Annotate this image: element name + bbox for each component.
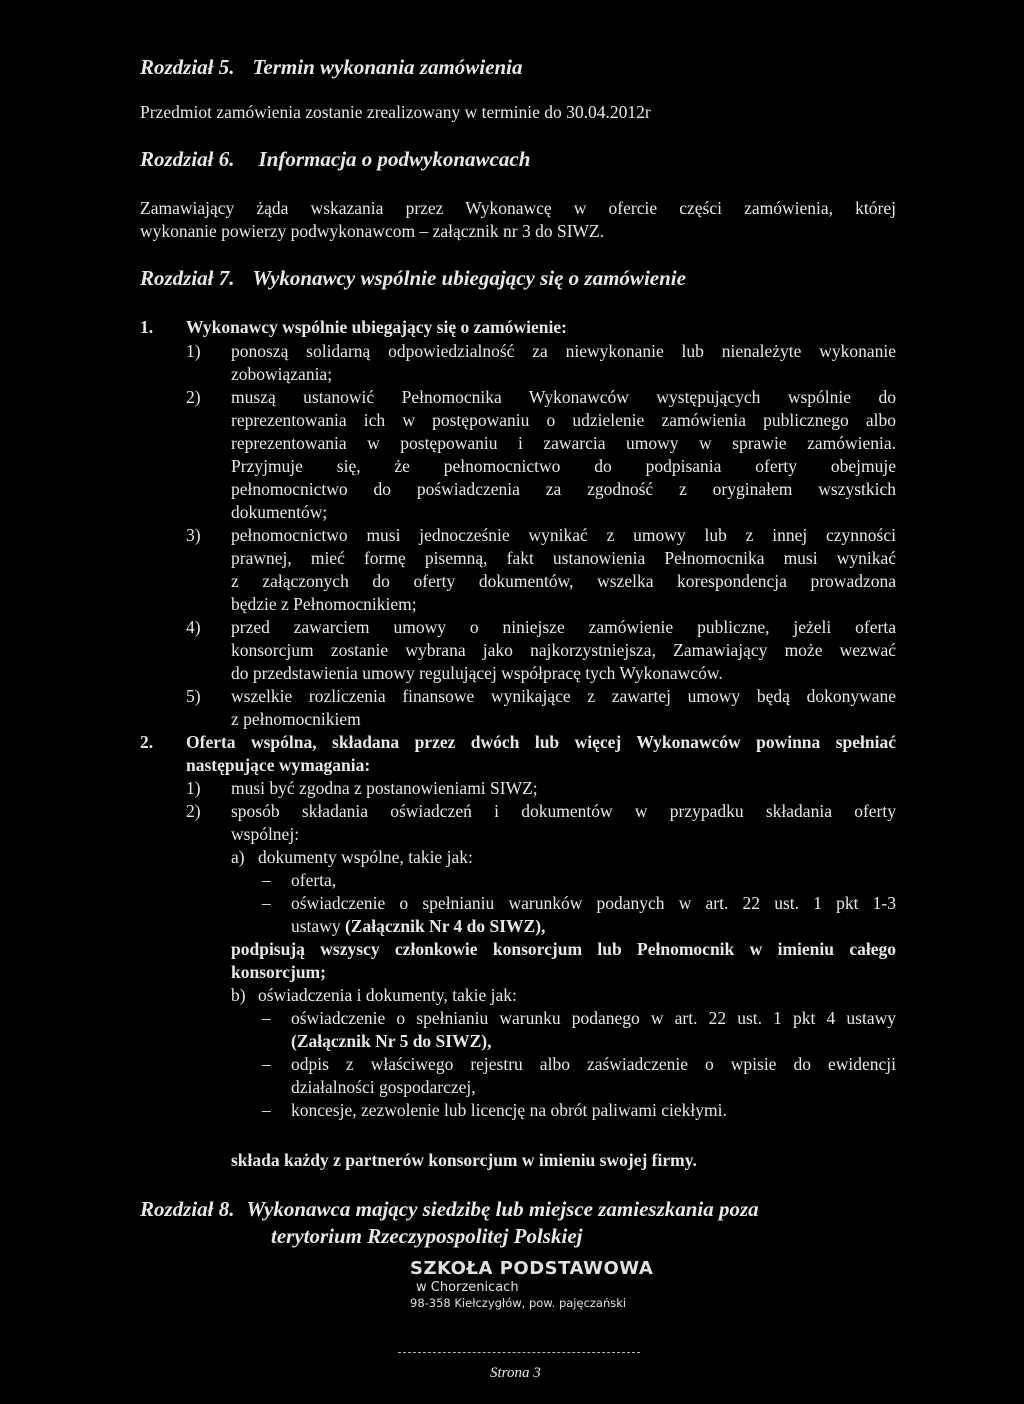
- item-3-line3: z załączonych do oferty dokumentów, wszelka korespondencja prowadzona: [231, 571, 896, 591]
- sub-b-item-2-line2: działalności gospodarczej,: [291, 1077, 476, 1097]
- chapter-6-line2: wykonanie powierzy podwykonawcom – załącznik nr 3 do SIWZ.: [140, 221, 605, 241]
- point-2-line1: Oferta wspólna, składana przez dwóch lub więcej Wykonawców powinna spełniać: [186, 732, 896, 752]
- sub-a-item-2-line2: ustawy (Załącznik Nr 4 do SIWZ),: [291, 916, 546, 936]
- dash-bullet: –: [262, 870, 271, 890]
- item-1-line1: ponoszą solidarną odpowiedzialność za niewykonanie lub nienależyte wykonanie: [231, 341, 896, 361]
- chapter-7-heading: Rozdział 7. Wykonawcy wspólnie ubiegający się o zamówienie: [140, 266, 686, 290]
- item-5-number: 5): [186, 686, 201, 706]
- item-2-line1: muszą ustanowić Pełnomocnika Wykonawców występujących wspólnie do: [231, 387, 896, 407]
- req-1-number: 1): [186, 778, 201, 798]
- chapter-6-title: Informacja o podwykonawcach: [258, 147, 531, 171]
- point-1-title: Wykonawcy wspólnie ubiegający się o zamówienie:: [186, 317, 567, 337]
- item-3-line1: pełnomocnictwo musi jednocześnie wynikać z umowy lub z innej czynności: [231, 525, 896, 545]
- sub-a-text: dokumenty wspólne, takie jak:: [258, 847, 473, 867]
- sign-2: składa każdy z partnerów konsorcjum w imieniu swojej firmy.: [231, 1150, 697, 1170]
- dash-bullet: –: [262, 1054, 271, 1074]
- item-2-line5: pełnomocnictwo do poświadczenia za zgodność z oryginałem wszystkich: [231, 479, 896, 499]
- point-2-line2: następujące wymagania:: [186, 755, 371, 775]
- sub-b-item-1-line1: oświadczenie o spełnianiu warunku podanego w art. 22 ust. 1 pkt 4 ustawy: [291, 1008, 896, 1028]
- item-3-number: 3): [186, 525, 201, 545]
- sub-a-item-1: oferta,: [291, 870, 337, 890]
- sub-a-item-2-line1: oświadczenie o spełnianiu warunków podanych w art. 22 ust. 1 pkt 1-3: [291, 893, 896, 913]
- item-3-line2: prawnej, mieć formę pisemną, fakt ustanowienia Pełnomocnika musi wynikać: [231, 548, 896, 568]
- item-4-line2: konsorcjum zostanie wybrana jako najkorzystniejsza, Zamawiający może wezwać: [231, 640, 896, 660]
- chapter-8-title-line2: terytorium Rzeczypospolitej Polskiej: [271, 1224, 583, 1248]
- chapter-5-heading: Rozdział 5. Termin wykonania zamówienia: [140, 55, 523, 79]
- sub-b-item-2-line1: odpis z właściwego rejestru albo zaświadczenie o wpisie do ewidencji: [291, 1054, 896, 1074]
- req-2-line1: sposób składania oświadczeń i dokumentów w przypadku składania oferty: [231, 801, 896, 821]
- school-stamp: SZKOŁA PODSTAWOWA w Chorzenicach 98-358 Kiełczygłów, pow. pajęczański: [410, 1258, 654, 1310]
- sub-b-item-3: koncesje, zezwolenie lub licencję na obrót paliwami ciekłymi.: [291, 1100, 727, 1120]
- chapter-5-title: Termin wykonania zamówienia: [252, 55, 523, 79]
- item-4-number: 4): [186, 617, 201, 637]
- item-5-line2: z pełnomocnikiem: [231, 709, 361, 729]
- sub-a-label: a): [231, 847, 245, 867]
- item-1-line2: zobowiązania;: [231, 364, 333, 384]
- item-2-line3: reprezentowania w postępowaniu i zawarcia umowy w sprawie zamówienia.: [231, 433, 896, 453]
- req-1-text: musi być zgodna z postanowieniami SIWZ;: [231, 778, 538, 798]
- item-5-line1: wszelkie rozliczenia finansowe wynikające z zawartej umowy będą dokonywane: [231, 686, 896, 706]
- sub-b-label: b): [231, 985, 246, 1005]
- item-2-line6: dokumentów;: [231, 502, 328, 522]
- dash-bullet: –: [262, 1008, 271, 1028]
- dash-bullet: –: [262, 1100, 271, 1120]
- sign-1-line2: konsorcjum;: [231, 962, 326, 982]
- sub-b-text: oświadczenia i dokumenty, takie jak:: [258, 985, 517, 1005]
- footer-separator: [398, 1352, 640, 1353]
- item-2-number: 2): [186, 387, 201, 407]
- chapter-8-heading: Rozdział 8. Wykonawca mający siedzibę lub miejsce zamieszkania poza: [140, 1197, 759, 1221]
- item-3-line4: będzie z Pełnomocnikiem;: [231, 594, 417, 614]
- chapter-5-text: Przedmiot zamówienia zostanie zrealizowany w terminie do 30.04.2012r: [140, 102, 651, 122]
- req-2-number: 2): [186, 801, 201, 821]
- item-4-line3: do przedstawienia umowy regulującej współpracę tych Wykonawców.: [231, 663, 723, 683]
- page-number: Strona 3: [490, 1365, 541, 1381]
- item-1-number: 1): [186, 341, 201, 361]
- req-2-line2: wspólnej:: [231, 824, 300, 844]
- chapter-7-title: Wykonawcy wspólnie ubiegający się o zamówienie: [252, 266, 686, 290]
- chapter-8-title-line1: Wykonawca mający siedzibę lub miejsce zamieszkania poza: [246, 1197, 759, 1221]
- item-2-line2: reprezentowania ich w postępowaniu o udzielenie zamówienia publicznego albo: [231, 410, 896, 430]
- point-1-number: 1.: [140, 317, 154, 337]
- item-4-line1: przed zawarciem umowy o niniejsze zamówienie publiczne, jeżeli oferta: [231, 617, 896, 637]
- dash-bullet: –: [262, 893, 271, 913]
- item-2-line4: Przyjmuje się, że pełnomocnictwo do podpisania oferty obejmuje: [231, 456, 896, 476]
- chapter-6-heading: Rozdział 6. Informacja o podwykonawcach: [140, 147, 531, 171]
- chapter-6-line1: Zamawiający żąda wskazania przez Wykonawcę w ofercie części zamówienia, której: [140, 198, 896, 218]
- sign-1-line1: podpisują wszyscy członkowie konsorcjum lub Pełnomocnik w imieniu całego: [231, 939, 896, 959]
- sub-b-item-1-line2: (Załącznik Nr 5 do SIWZ),: [291, 1031, 492, 1051]
- point-2-number: 2.: [140, 732, 154, 752]
